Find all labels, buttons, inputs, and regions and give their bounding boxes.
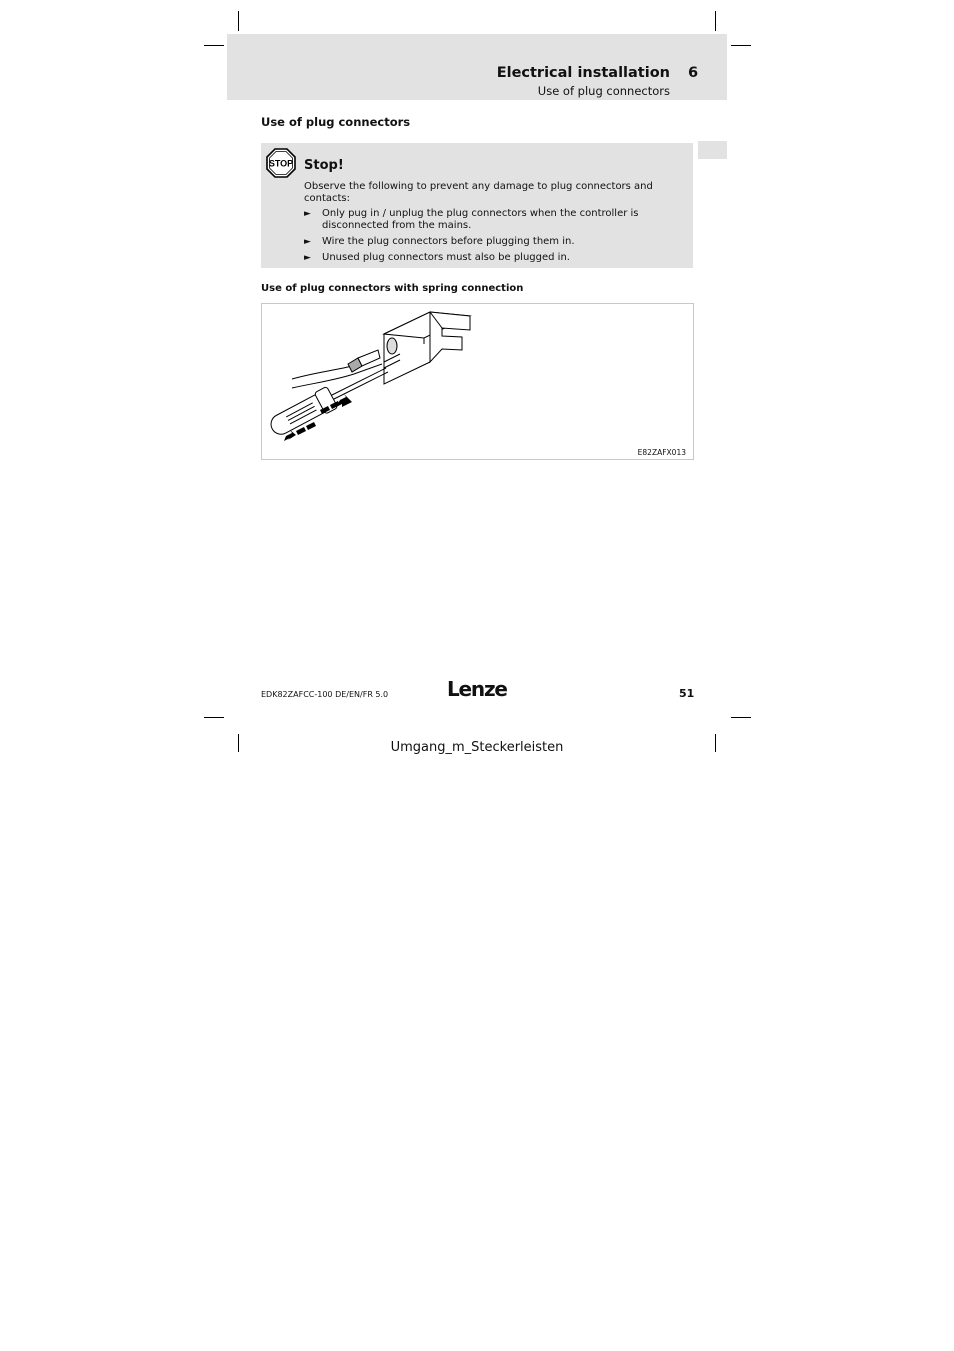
stop-sign-icon	[266, 148, 296, 178]
crop-mark	[238, 11, 239, 31]
stop-notice-intro: Observe the following to prevent any damage to plug connectors and contacts:	[304, 181, 653, 204]
brand-logo: Lenze	[447, 677, 507, 701]
stop-icon-text: STOP	[268, 158, 294, 169]
figure-id: E82ZAFX013	[637, 448, 686, 457]
bullet-arrow-icon: ►	[304, 237, 311, 247]
bullet-arrow-icon: ►	[304, 253, 311, 263]
thumb-index-tab	[698, 141, 727, 159]
crop-mark	[715, 11, 716, 31]
list-item	[304, 252, 664, 264]
footer-document-id: EDK82ZAFCC-100 DE/EN/FR 5.0	[261, 690, 389, 699]
list-item-text: Only pug in / unplug the plug connectors when the controller is disconnected from the mains.	[322, 208, 639, 231]
stop-notice-list	[304, 208, 664, 268]
file-label: Umgang_m_Steckerleisten	[390, 740, 564, 755]
chapter-number: 6	[688, 65, 699, 81]
subsection-heading: Use of plug connectors with spring connection	[261, 283, 524, 294]
crop-mark	[731, 45, 751, 46]
list-item-text: Wire the plug connectors before plugging them in.	[322, 236, 575, 247]
list-item-text: Unused plug connectors must also be plugged in.	[322, 252, 570, 263]
bullet-arrow-icon: ►	[304, 209, 311, 219]
crop-mark	[204, 717, 224, 718]
page-number: 51	[679, 687, 695, 700]
section-heading: Use of plug connectors	[261, 115, 411, 129]
plug-connector-block	[384, 312, 470, 384]
chapter-title: Electrical installation	[496, 65, 670, 81]
wire-ferrule	[348, 350, 380, 372]
chapter-subtitle: Use of plug connectors	[537, 84, 670, 98]
crop-mark	[204, 45, 224, 46]
spring-connector-illustration	[262, 304, 692, 458]
list-item	[304, 236, 664, 248]
stop-notice-title: Stop!	[304, 158, 344, 173]
crop-mark	[731, 717, 751, 718]
list-item	[304, 208, 664, 232]
